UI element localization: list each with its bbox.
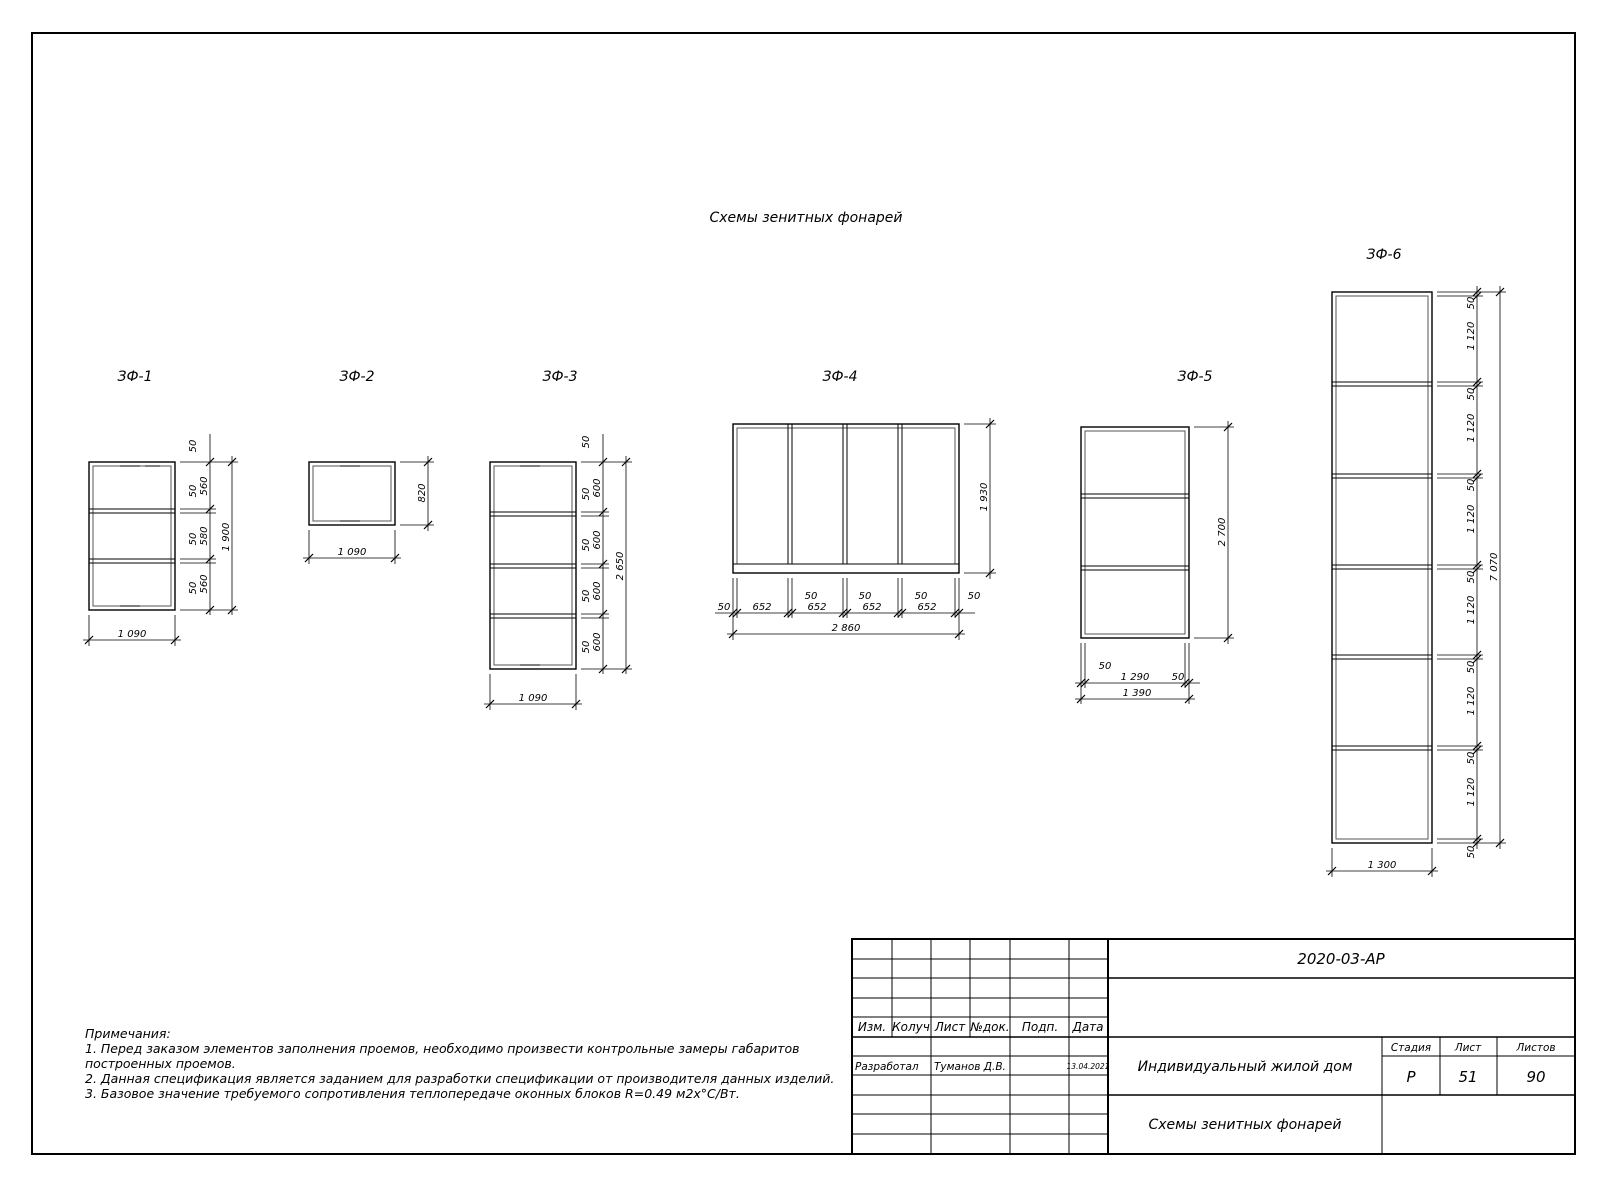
stage-value: Р	[1406, 1068, 1416, 1086]
sheet-title: Схемы зенитных фонарей	[709, 210, 903, 226]
note-line-1: 1. Перед заказом элементов заполнения проемов, необходимо произвести контрольные замеры габаритов	[85, 1041, 800, 1056]
hdr-koluch: Колуч	[892, 1020, 930, 1034]
zf1-seg-4: 580	[199, 526, 210, 546]
label-zf1: ЗФ-1	[117, 369, 153, 385]
zf1-overall: 1 900	[221, 522, 232, 552]
zf1-seg-1: 50	[188, 484, 199, 498]
role-developer: Разработал	[855, 1061, 919, 1073]
zf3-seg-8: 600	[592, 632, 603, 652]
label-zf3: ЗФ-3	[542, 369, 578, 385]
zf3-overall: 2 650	[615, 551, 626, 581]
skylight-zf6	[1326, 286, 1506, 877]
hdr-list: Лист	[934, 1020, 966, 1034]
zf3-seg-0: 50	[581, 435, 592, 449]
zf2-width: 1 090	[337, 547, 367, 558]
zf6-seg-9: 1 120	[1466, 686, 1477, 716]
note-line-4: 3. Базовое значение требуемого сопротивления теплопередаче оконных блоков R=0.49 м2x°С/Вт.	[85, 1086, 740, 1101]
zf2-overall: 820	[417, 483, 428, 503]
zf3-seg-4: 600	[592, 530, 603, 550]
zf4-seg-2: 50	[804, 591, 818, 602]
hdr-ndok: №док.	[970, 1020, 1010, 1034]
hdr-izm: Изм.	[857, 1020, 887, 1034]
zf4-seg-7: 652	[917, 602, 937, 613]
zf1-seg-5: 50	[188, 581, 199, 595]
sheet-number: 51	[1458, 1068, 1478, 1086]
zf6-seg-7: 1 120	[1466, 595, 1477, 625]
note-line-2: построенных проемов.	[85, 1056, 236, 1071]
zf1-seg-0: 50	[188, 439, 199, 453]
sheet-name: Схемы зенитных фонарей	[1148, 1117, 1342, 1133]
developer-date: 13.04.2021	[1066, 1062, 1110, 1071]
skylight-zf4	[715, 418, 996, 640]
zf4-overall: 2 860	[831, 623, 861, 634]
developer-name: Туманов Д.В.	[934, 1061, 1006, 1073]
zf6-seg-11: 1 120	[1466, 777, 1477, 807]
zf6-seg-10: 50	[1466, 751, 1477, 765]
zf4-height: 1 930	[979, 482, 990, 512]
zf1-seg-2: 560	[199, 476, 210, 496]
hdr-podp: Подп.	[1021, 1020, 1059, 1034]
doc-code: 2020-03-АР	[1297, 950, 1385, 968]
zf4-seg-0: 50	[717, 602, 731, 613]
label-zf4: ЗФ-4	[822, 369, 858, 385]
notes-block	[85, 1026, 845, 1101]
zf6-seg-8: 50	[1466, 660, 1477, 674]
zf4-seg-8: 50	[967, 591, 981, 602]
zf6-seg-1: 1 120	[1466, 321, 1477, 351]
zf3-seg-3: 50	[581, 538, 592, 552]
zf5-seg-2: 50	[1171, 672, 1185, 683]
zf3-seg-5: 50	[581, 589, 592, 603]
zf5-height: 2 700	[1217, 517, 1228, 547]
label-zf2: ЗФ-2	[339, 369, 375, 385]
label-zf5: ЗФ-5	[1177, 369, 1213, 385]
list-label: Лист	[1454, 1042, 1482, 1054]
zf6-seg-2: 50	[1466, 387, 1477, 401]
notes-heading: Примечания:	[85, 1026, 171, 1041]
sheets-total: 90	[1526, 1068, 1546, 1086]
zf4-seg-6: 50	[914, 591, 928, 602]
zf5-seg-1: 1 290	[1120, 672, 1150, 683]
zf4-seg-5: 652	[862, 602, 882, 613]
zf4-seg-1: 652	[752, 602, 772, 613]
note-line-3: 2. Данная спецификация является заданием для разработки спецификации от производителя данных изделий.	[85, 1071, 835, 1086]
zf4-seg-3: 652	[807, 602, 827, 613]
skylight-zf2	[303, 456, 434, 564]
zf6-overall: 7 070	[1489, 552, 1500, 582]
skylight-zf1	[83, 434, 238, 646]
zf6-seg-4: 50	[1466, 478, 1477, 492]
zf6-seg-6: 50	[1466, 570, 1477, 584]
sheet-frame	[32, 33, 1575, 1154]
zf5-seg-0: 50	[1098, 661, 1112, 672]
hdr-data: Дата	[1072, 1020, 1104, 1034]
project-name: Индивидуальный жилой дом	[1137, 1059, 1353, 1075]
zf6-seg-3: 1 120	[1466, 413, 1477, 443]
zf4-seg-4: 50	[858, 591, 872, 602]
zf1-width: 1 090	[117, 629, 147, 640]
zf6-seg-0: 50	[1466, 296, 1477, 310]
zf3-seg-7: 50	[581, 640, 592, 654]
zf6-seg-5: 1 120	[1466, 504, 1477, 534]
title-block	[852, 939, 1575, 1154]
zf6-width: 1 300	[1367, 860, 1397, 871]
zf6-seg-12: 50	[1466, 845, 1477, 859]
lists-label: Листов	[1516, 1042, 1556, 1054]
zf3-seg-6: 600	[592, 581, 603, 601]
zf5-overall: 1 390	[1122, 688, 1152, 699]
stage-label: Стадия	[1390, 1042, 1432, 1054]
zf3-seg-2: 600	[592, 478, 603, 498]
zf3-width: 1 090	[518, 693, 548, 704]
label-zf6: ЗФ-6	[1366, 247, 1402, 263]
zf1-seg-6: 560	[199, 574, 210, 594]
zf1-seg-3: 50	[188, 532, 199, 546]
zf3-seg-1: 50	[581, 487, 592, 501]
skylight-zf5	[1075, 421, 1234, 704]
skylight-zf3	[484, 434, 632, 710]
